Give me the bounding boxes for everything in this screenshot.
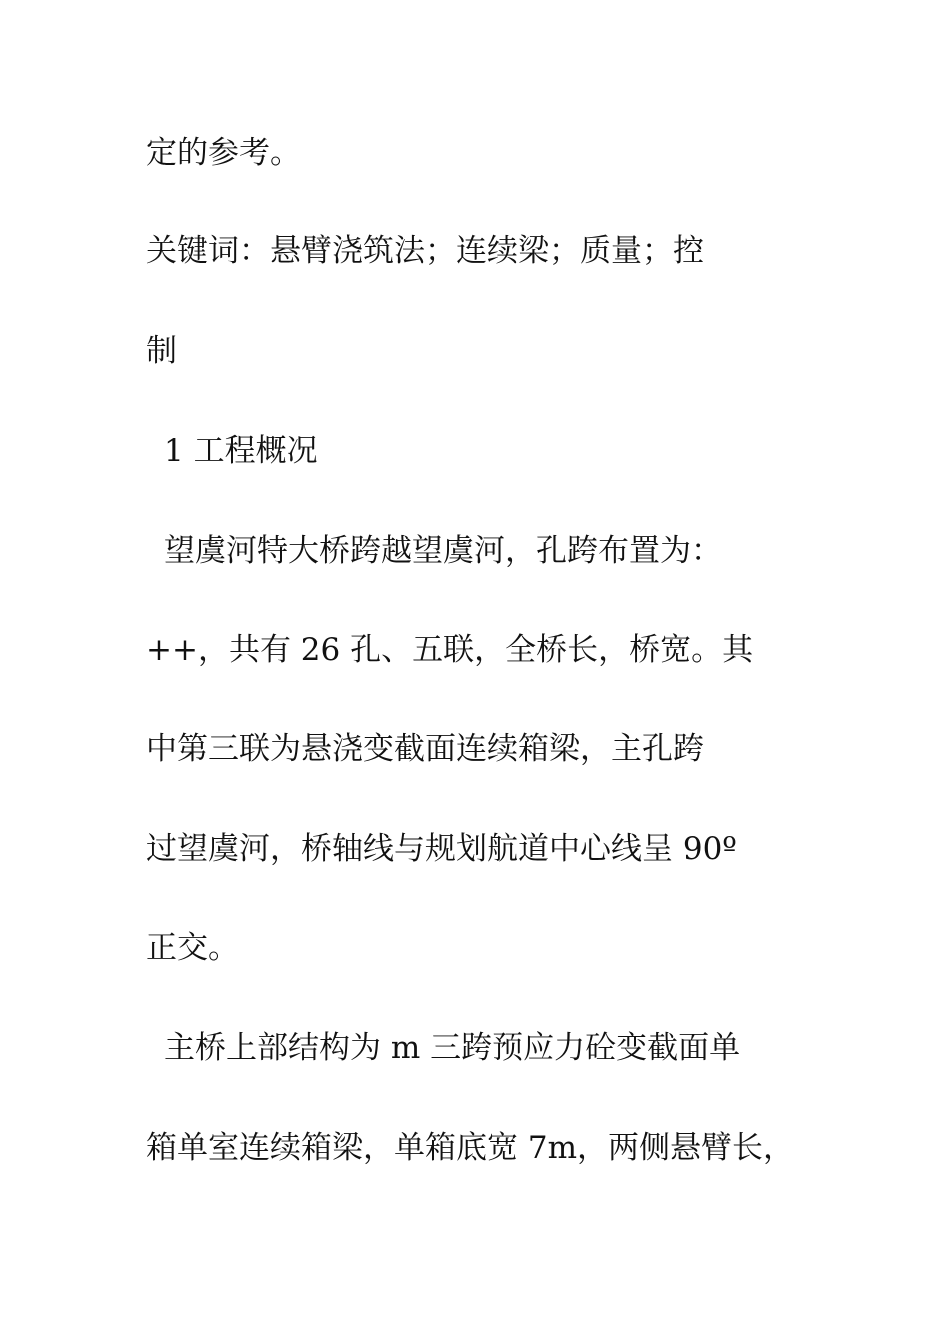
section-heading: 1 工程概况 [164,433,318,469]
paragraph-1-line-3: 中第三联为悬浇变截面连续箱梁，主孔跨 [146,731,704,767]
text-line-continuation: 定的参考。 [146,135,301,171]
paragraph-2-line-1: 主桥上部结构为 m 三跨预应力砼变截面单 [164,1030,741,1066]
paragraph-2-line-2: 箱单室连续箱梁，单箱底宽 7m，两侧悬臂长， [146,1130,794,1166]
paragraph-1-line-4: 过望虞河，桥轴线与规划航道中心线呈 90º [146,831,737,867]
keywords-line-wrap: 制 [146,333,177,369]
keywords-line: 关键词：悬臂浇筑法；连续梁；质量；控 [146,233,704,269]
paragraph-1-line-1: 望虞河特大桥跨越望虞河，孔跨布置为： [164,533,722,569]
paragraph-1-line-5: 正交。 [146,930,239,966]
paragraph-1-line-2: ++，共有 26 孔、五联，全桥长，桥宽。其 [146,632,754,668]
